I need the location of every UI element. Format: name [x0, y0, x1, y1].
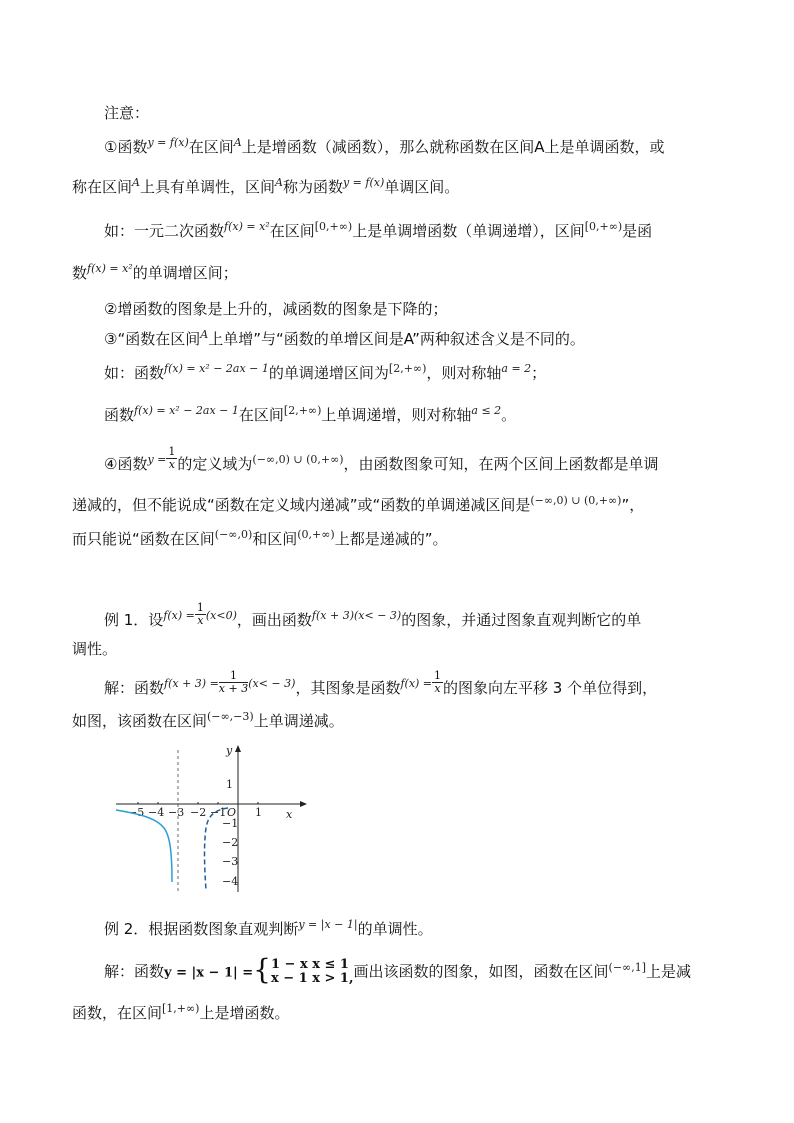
text: 称在区间 [72, 178, 133, 196]
formula: y = f(x) [342, 176, 385, 189]
formula: A [132, 176, 140, 189]
formula: [1,+∞) [162, 1002, 200, 1015]
formula: f(x) = x² − 2ax − 1 [164, 362, 269, 375]
y-axis-arrow-icon [235, 745, 241, 752]
paragraph-2-line-1 [104, 220, 652, 244]
piece-row: x − 1 x > 1, [270, 971, 354, 986]
text: 的图象向左平移 3 个单位得到， [443, 679, 658, 697]
text: 如：函数 [104, 364, 165, 382]
text: ①函数 [104, 138, 148, 156]
text: 在区间 [238, 406, 284, 424]
text: 上单调递减。 [253, 712, 344, 730]
text: 而只能说“函数在区间 [72, 530, 215, 548]
formula: f(x + 3) = [164, 677, 219, 690]
x-tick-label: −2 [190, 806, 207, 819]
note-title: 注意： [104, 104, 150, 122]
text: 和区间 [252, 530, 298, 548]
y-tick-label: −1 [222, 817, 239, 830]
text: 称为函数 [282, 178, 343, 196]
formula: (−∞,−3) [207, 710, 254, 723]
formula: (x< − 3) [248, 677, 296, 690]
formula: a ≤ 2 [471, 404, 502, 417]
formula: f(x) = x² [87, 262, 133, 275]
text: 的图象，并通过图象直观判断它的单 [401, 611, 642, 629]
example-1-line-1 [104, 601, 642, 633]
text: 例 2．根据函数图象直观判断 [104, 920, 299, 938]
text: ，由函数图象可知，在两个区间上函数都是单调 [343, 455, 659, 473]
text: 数 [72, 264, 88, 282]
formula: f(x) = [400, 677, 433, 690]
formula: A [274, 176, 283, 189]
formula: A [200, 328, 209, 341]
text: 的单调递增区间为 [268, 364, 389, 382]
x-tick-label: −1 [210, 806, 227, 819]
text: 如：一元二次函数 [104, 222, 225, 240]
y-tick-label: −2 [222, 836, 239, 849]
x-axis-label: x [286, 808, 293, 821]
curve-shifted [116, 810, 172, 882]
piece-row: 1 − x x ≤ 1 [270, 957, 349, 972]
fraction [166, 446, 177, 471]
text: 上是增函数（减函数），那么就称函数在区间A上是单调函数，或 [241, 138, 665, 156]
formula: [0,+∞) [314, 220, 353, 233]
formula: y = f(x) [147, 136, 189, 149]
text: 的单调性。 [357, 920, 433, 938]
y-tick-label: −3 [222, 855, 239, 868]
formula: (−∞,0) [214, 528, 253, 541]
text: ③“函数在区间 [104, 330, 201, 348]
formula: [2,+∞) [388, 362, 427, 375]
text: 调性。 [72, 640, 118, 658]
text: 单调区间。 [384, 178, 460, 196]
paragraph-7-line-1 [104, 445, 659, 477]
piecewise-definition [271, 958, 354, 986]
paragraph-7-line-3 [72, 528, 448, 552]
example-2 [104, 918, 433, 942]
function-graph [110, 742, 310, 900]
paragraph-3 [104, 298, 447, 320]
text: 例 1．设 [104, 611, 164, 629]
paragraph-4 [104, 328, 585, 352]
numerator: 1 [196, 601, 204, 614]
text: 如图，该函数在区间 [72, 712, 208, 730]
formula: (−∞,0) ∪ (0,+∞) [252, 453, 344, 466]
text: 上具有单调性，区间 [139, 178, 275, 196]
x-tick-label: −5 [128, 806, 145, 819]
denominator: x + 3 [218, 682, 249, 695]
solution-1-line-1 [104, 669, 658, 701]
formula: (x<0) [205, 609, 237, 622]
text: ； [531, 364, 547, 382]
text: ④函数 [104, 455, 148, 473]
text: ”， [621, 496, 645, 514]
text: 上单调递增，则对称轴 [321, 406, 472, 424]
y-axis-label: y [226, 744, 233, 757]
paragraph-2-line-2 [72, 262, 238, 286]
text: ，画出函数 [236, 611, 312, 629]
y-tick-label: 1 [226, 778, 233, 791]
text: 在区间 [269, 222, 315, 240]
text: 在区间 [188, 138, 234, 156]
text: 递减的，但不能说成“函数在定义域内递减”或“函数的单调递减区间是 [72, 496, 531, 514]
formula: a = 2 [501, 362, 532, 375]
y-tick-label: −4 [222, 875, 239, 888]
formula: (−∞,1] [608, 960, 646, 974]
formula: f(x) = [163, 609, 195, 622]
formula: (−∞,0) ∪ (0,+∞) [530, 494, 622, 507]
text: 上都是递减的”。 [334, 530, 448, 548]
x-tick-label: 1 [255, 806, 262, 819]
example-1-line-2 [72, 638, 117, 660]
fraction [432, 670, 443, 695]
denominator: x [168, 458, 175, 471]
text: 函数，在区间 [72, 1004, 163, 1022]
paragraph-6 [104, 404, 516, 428]
text: 上是单调增函数（单调递增），区间 [352, 222, 585, 240]
formula: (0,+∞) [297, 528, 335, 541]
fraction [195, 602, 206, 627]
numerator: 1 [168, 445, 176, 458]
text: 是函 [622, 222, 653, 240]
text: 解：函数 [104, 962, 165, 981]
denominator: x [434, 682, 441, 695]
text: 解：函数 [104, 679, 165, 697]
text: ②增函数的图象是上升的，减函数的图象是下降的； [104, 300, 448, 318]
numerator: 1 [434, 669, 442, 682]
denominator: x [197, 614, 204, 627]
solution-2-line-2 [72, 1002, 290, 1026]
formula: y = |x − 1| = [164, 965, 254, 981]
text: 的定义域为 [177, 455, 253, 473]
x-axis-arrow-icon [300, 801, 307, 807]
formula: A [233, 136, 242, 149]
text: 上单增”与“函数的单增区间是A”两种叙述含义是不同的。 [208, 330, 585, 348]
paragraph-1-line-2 [72, 176, 459, 200]
x-tick-label: −3 [168, 806, 185, 819]
text: ，其图象是函数 [295, 679, 401, 697]
text: 上是减 [646, 962, 692, 981]
solution-1-line-2 [72, 710, 344, 734]
paragraph-5 [104, 362, 546, 386]
formula: [0,+∞) [584, 220, 623, 233]
text: 的单调增区间； [132, 264, 238, 282]
formula: [2,+∞) [283, 404, 322, 417]
fraction [219, 670, 248, 695]
numerator: 1 [219, 670, 248, 683]
formula: y = [147, 453, 167, 466]
formula: f(x) = x² − 2ax − 1 [134, 404, 239, 417]
left-brace: { [253, 953, 271, 986]
text: ，则对称轴 [426, 364, 502, 382]
text: 函数 [104, 406, 135, 424]
paragraph-1-line-1 [104, 136, 664, 160]
formula: y = |x − 1| [298, 918, 358, 931]
x-tick-label: −4 [148, 806, 165, 819]
paragraph-7-line-2 [72, 494, 644, 518]
text: 画出该函数的图象，如图，函数在区间 [353, 962, 609, 981]
origin-label: O [227, 806, 237, 819]
text: 上是增函数。 [199, 1004, 290, 1022]
formula: f(x) = x² [224, 220, 270, 233]
text: 。 [501, 406, 517, 424]
formula: f(x + 3)(x< − 3) [311, 609, 402, 622]
solution-2-line-1 [104, 953, 692, 986]
